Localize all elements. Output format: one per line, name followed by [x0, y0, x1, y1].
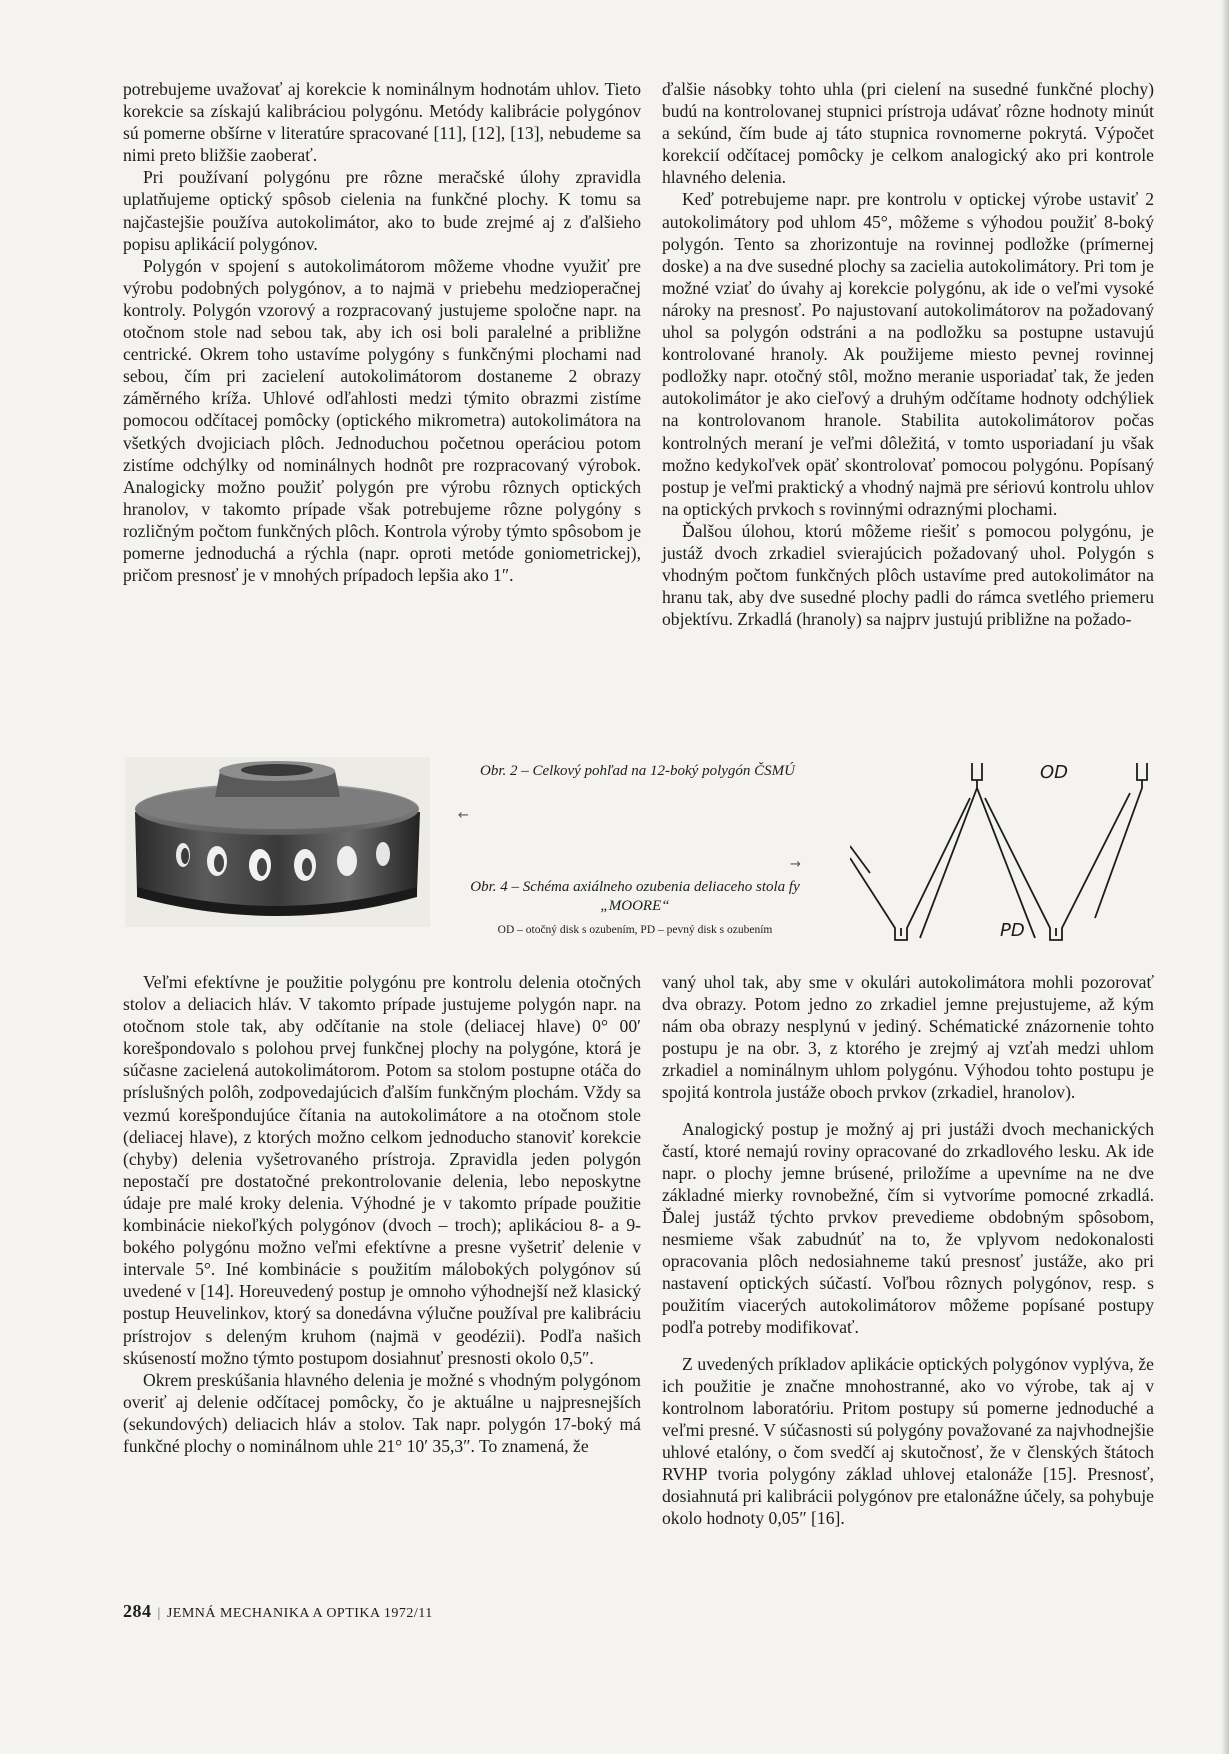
figure-4-legend: OD – otočný disk s ozubením, PD – pevný disk s ozubením	[497, 924, 773, 936]
paragraph: Pri používaní polygónu pre rôzne meračské úlohy zpravidla uplatňujeme optický spôsob cielenia na funkčné plochy. K tomu sa najčastejšie používa autokolimátor, ako to bude zrejmé aj z ďalšieho popisu aplikácií polygónov.	[123, 167, 641, 254]
page-number: 284	[123, 1601, 152, 1621]
paragraph: Okrem preskúšania hlavného delenia je možné s vhodným polygónom overiť aj delenie odčítacej pomôcky, čo je aktuálne u najpresnejších (sekundových) deliacich hláv a stolov. Tak napr. polygón 17-boký má funkčné plochy o nominálnom uhle 21° 10′ 35,3″. To znamená, že	[123, 1369, 641, 1456]
footer-separator: |	[157, 1606, 161, 1621]
paragraph: vaný uhol tak, aby sme v okulári autokolimátora mohli pozorovať dva obrazy. Potom jedno zo zrkadiel jemne prejustujeme, až kým nám oba obrazy nesplynú v jediný. Schématické znázornenie tohto postupu je na obr. 3, z ktorého je zrejmý aj vzťah medzi uhlom zrkadiel a nominálnym uhlom polygónu. Výhodou tohto postupu je spojitá kontrola justáže oboch prvkov (zrkadiel, hranolov).	[662, 972, 1154, 1103]
axial-teeth-schema	[850, 758, 1160, 948]
paragraph: ďalšie násobky tohto uhla (pri cielení na susedné funkčné plochy) budú na kontrolovanej stupnici prístroja udávať rôzne hodnoty minút a sekúnd, čím bude aj táto stupnica rovnomerne pokrytá. Výpočet korekcií odčítacej pomôcky je celkom analogický ako pri kontrole hlavného delenia.	[662, 79, 1154, 188]
paragraph: Veľmi efektívne je použitie polygónu pre kontrolu delenia otočných stolov a deliacich hláv. V takomto prípade justujeme polygón napr. na otočnom stole tak, aby odčítanie na stole (deliacej hlave) 0° 00′ korešpondovalo s polohou prvej funkčnej plochy na polygóne, ktorá je súčasne zacielená autokolimátorom. Potom sa stolom postupne otáča do príslušných polôh, zodpovedajúcich ďalším funkčným plochám. Vždy sa vezmú korešpondujúce čítania na autokolimátore a na otočnom stole (deliacej hlave), z ktorých možno celkom jednoducho stanoviť korekcie (chyby) delenia vyšetrovaného prístroja. Zpravidla jeden polygón nepostačí pre dostatočné prekontrolovanie delenia, lebo neposkytne údaje pre malé kroky delenia. Výhodné je v takomto prípade použitie kombinácie niekoľkých polygónov (dvoch – troch); aplikáciou 8- a 9-bokého polygónu možno veľmi efektívne a presne vyšetriť delenie v intervale 5°. Iné kombinácie s použitím málobokých polygónov sú uvedené v [14]. Horeuvedený postup je omnoho výhodnejší než klasický postup Heuvelinkov, ktorý sa donedávna výlučne používal pre kalibráciu prístrojov s deleným kruhom (najmä v geodézii). Podľa našich skúseností možno týmto postupom dosiahnuť presnosti okolo 0,5″.	[123, 972, 641, 1368]
paragraph: Polygón v spojení s autokolimátorom môžeme vhodne využiť pre výrobu podobných polygónov, a to najmä v priebehu medzioperačnej kontroly. Polygón vzorový a rozpracovaný justujeme spoločne napr. na otočnom stole nad sebou tak, aby ich osi boli paralelné a približne centrické. Okrem toho ustavíme polygóny s funkčnými plochami nad sebou, čím pri zacielení autokolimátorom dostaneme 2 obrazy záměrného kríža. Uhlové odľahlosti medzi týmito obrazmi zistíme pomocou odčítacej pomôcky (optického mikrometra) autokolimátora na všetkých dvojiciach plôch. Jednoduchou početnou operáciou potom zistíme odchýlky od nominálnych hodnôt pre rozpracovaný výrobok. Analogicky možno použiť polygón pre výrobu rôznych optických hranolov, v takomto prípade však potrebujeme rôzne polygóny s rozličným počtom funkčných plôch. Kontrola výroby týmto spôsobom je pomerne jednoduchá a rýchla (napr. oproti metóde goniometrickej), pričom presnosť je v mnohých prípadoch lepšia ako 1″.	[123, 255, 641, 586]
paragraph: Ďalšou úlohou, ktorú môžeme riešiť s pomocou polygónu, je justáž dvoch zrkadiel svierajúcich požadovaný uhol. Polygón s vhodným počtom funkčných plôch ustavíme pred autokolimátor na hranu tak, aby dve susedné plochy padli do rámca svetlého priemeru objektívu. Zrkadlá (hranoly) sa najprv justujú približne na požado-	[662, 520, 1154, 630]
paragraph: Analogický postup je možný aj pri justáži dvoch mechanických častí, ktoré nemajú roviny opracované do zrkadlového lesku. Ak ide napr. o plochy jemne brúsené, priložíme a upevníme na ne dve základné mierky rovnobežné, čím si vytvoríme pomocné zrkadlá. Ďalej justáž týchto prvkov prevedieme obdobným spôsobom, nesmieme však zabudnúť na to, že vplyvom nedokonalosti opracovania plôch nedosiahneme takú presnosť justáže, ako pri nastavení optických súčastí. Voľbou rôznych polygónov, resp. s použitím viacerých autokolimátorov môžeme popísané postupy podľa potreby modifikovať.	[662, 1118, 1154, 1338]
paragraph: Keď potrebujeme napr. pre kontrolu v optickej výrobe ustaviť 2 autokolimátory pod uhlom 45°, môžeme s výhodou použiť 8-boký polygón. Tento sa zhorizontuje na rovinnej podložke (prímernej doske) a na dve susedné plochy sa zacielia autokolimátory. Pri tom je možné vziať do úvahy aj korekcie polygónu, ak ide o veľmi vysoké nároky na presnosť. Po najustovaní autokolimátorov na požadovaný uhol sa polygón odstráni a na podložku sa postupne ustavujú kontrolované hranoly. Ak použijeme miesto pevnej rovinnej podložky napr. otočný stôl, možno meranie usporiadať tak, že jeden autokolimátor je ako cieľový a druhým odčítame hodnoty odchýliek na kontrolovanom hranole. Stabilita autokolimátorov počas kontrolných meraní je veľmi dôležitá, v tomto usporiadaní ju však možno kedykoľvek opäť skontrolovať pomocou polygónu. Popísaný postup je veľmi praktický a vhodný najmä pre sériovú kontrolu uhlov na optických prvkoch s rovinnými odraznými plochami.	[662, 189, 1154, 519]
text-column-bottom-left	[123, 971, 641, 1457]
text-column-top-left	[123, 78, 641, 586]
paragraph: potrebujeme uvažovať aj korekcie k nominálnym hodnotám uhlov. Tieto korekcie sa získajú kalibráciou polygónu. Metódy kalibrácie polygónov sú pomerne obšírne v literatúre spracované [11], [12], [13], nebudeme sa nimi preto bližšie zaoberať.	[123, 79, 641, 166]
journal-title: JEMNÁ MECHANIKA A OPTIKA 1972/11	[166, 1606, 433, 1621]
arrow-left-icon: ←	[458, 808, 469, 823]
arrow-right-icon: →	[790, 857, 801, 872]
page-edge-shadow	[1221, 0, 1229, 1754]
label-pd: PD	[1000, 920, 1025, 941]
text-column-bottom-right	[662, 971, 1154, 1529]
text-column-top-right	[662, 78, 1154, 630]
figure-4-caption: Obr. 4 – Schéma axiálneho ozubenia deliaceho stola fy „MOORE“	[470, 879, 800, 914]
label-od: OD	[1040, 762, 1069, 783]
figure-2-caption: Obr. 2 – Celkový pohľad na 12-boký polygón ČSMÚ	[480, 763, 795, 779]
paragraph: Z uvedených príkladov aplikácie optických polygónov vyplýva, že ich použitie je značne mnohostranné, ako vo výrobe, tak aj v kontrolnom laboratóriu. Pritom postupy sú pomerne jednoduché a veľmi presné. V súčasnosti sú polygóny považované za najvhodnejšie uhlové etalóny, o čom svedčí aj skutočnosť, že v členských štátoch RVHP tvoria polygóny základ uhlovej etalonáže [15]. Presnosť, dosiahnutá pri kalibrácii polygónov pre etalonážne účely, sa pohybuje okolo hodnoty 0,05″ [16].	[662, 1353, 1154, 1529]
polygon-photo	[125, 757, 430, 927]
page-footer	[123, 1601, 433, 1622]
